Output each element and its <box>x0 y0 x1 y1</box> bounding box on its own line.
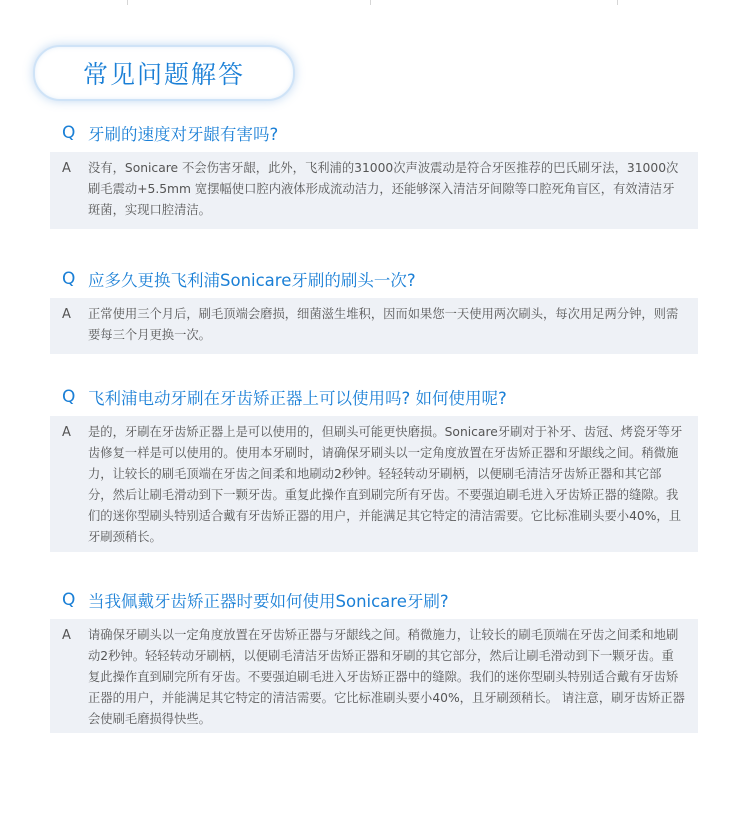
answer-text: 没有，Sonicare 不会伤害牙龈，此外，飞利浦的31000次声波震动是符合牙医推荐的巴氏刷牙法，31000次刷毛震动+5.5mm 宽摆幅使口腔内液体形成流动洁力，还能够深入清洁牙间隙等口腔死角盲区，有效清洁牙斑菌，实现口腔清洁。 <box>88 161 679 217</box>
top-divider-ticks <box>0 0 750 6</box>
question-text: 牙刷的速度对牙龈有害吗? <box>88 125 279 144</box>
answer-text: 请确保牙刷头以一定角度放置在牙齿矫正器与牙龈线之间。稍微施力，让较长的刷毛顶端在牙齿之间柔和地刷动2秒钟。轻轻转动牙刷柄，以便刷毛清洁牙齿矫正器和牙刷的其它部分，然后让刷毛滑动到下一颗牙齿。重复此操作直到刷完所有牙齿。不要强迫刷毛进入牙齿矫正器中的缝隙。我们的迷你型刷头特别适合戴有牙齿矫正器的用户，并能满足其它特定的清洁需要。它比标准刷头要小40%，且牙刷颈稍长。 请注意，刷牙齿矫正器会使刷毛磨损得快些。 <box>88 628 685 726</box>
question-text: 飞利浦电动牙刷在牙齿矫正器上可以使用吗? 如何使用呢? <box>88 389 507 408</box>
faq-title-badge <box>33 45 295 101</box>
question-marker: Q <box>62 590 76 610</box>
faq-item-4 <box>50 588 698 733</box>
answer-text: 正常使用三个月后，刷毛顶端会磨损，细菌滋生堆积，因而如果您一天使用两次刷头，每次用足两分钟，则需要每三个月更换一次。 <box>88 307 679 342</box>
answer-text: 是的，牙刷在牙齿矫正器上是可以使用的，但刷头可能更快磨损。Sonicare牙刷对于补牙、齿冠、烤瓷牙等牙齿修复一样是可以使用的。使用本牙刷时，请确保牙刷头以一定角度放置在牙齿矫正器和牙龈线之间。稍微施力，让较长的刷毛顶端在牙齿之间柔和地刷动2秒钟。轻轻转动牙刷柄，以便刷毛清洁牙齿矫正器和其它部分，然后让刷毛滑动到下一颗牙齿。重复此操作直到刷完所有牙齿。不要强迫刷毛进入牙齿矫正器的缝隙。我们的迷你型刷头特别适合戴有牙齿矫正器的用户，并能满足其它特定的清洁需要。它比标准刷头要小40%，且牙刷颈稍长。 <box>88 425 683 544</box>
question-text: 应多久更换飞利浦Sonicare牙刷的刷头一次? <box>88 271 416 290</box>
answer-marker: A <box>62 628 71 643</box>
faq-answer <box>50 298 698 354</box>
faq-question <box>50 385 698 409</box>
faq-item-1 <box>50 121 698 229</box>
faq-answer <box>50 152 698 229</box>
page-title: 常见问题解答 <box>82 60 245 89</box>
answer-marker: A <box>62 161 71 176</box>
faq-answer <box>50 416 698 552</box>
faq-question <box>50 267 698 291</box>
faq-answer <box>50 619 698 733</box>
answer-marker: A <box>62 425 71 440</box>
faq-item-3 <box>50 385 698 552</box>
question-marker: Q <box>62 269 76 289</box>
faq-question <box>50 121 698 145</box>
question-text: 当我佩戴牙齿矫正器时要如何使用Sonicare牙刷? <box>88 592 449 611</box>
question-marker: Q <box>62 123 76 143</box>
faq-item-2 <box>50 267 698 354</box>
question-marker: Q <box>62 387 76 407</box>
answer-marker: A <box>62 307 71 322</box>
faq-question <box>50 588 698 612</box>
